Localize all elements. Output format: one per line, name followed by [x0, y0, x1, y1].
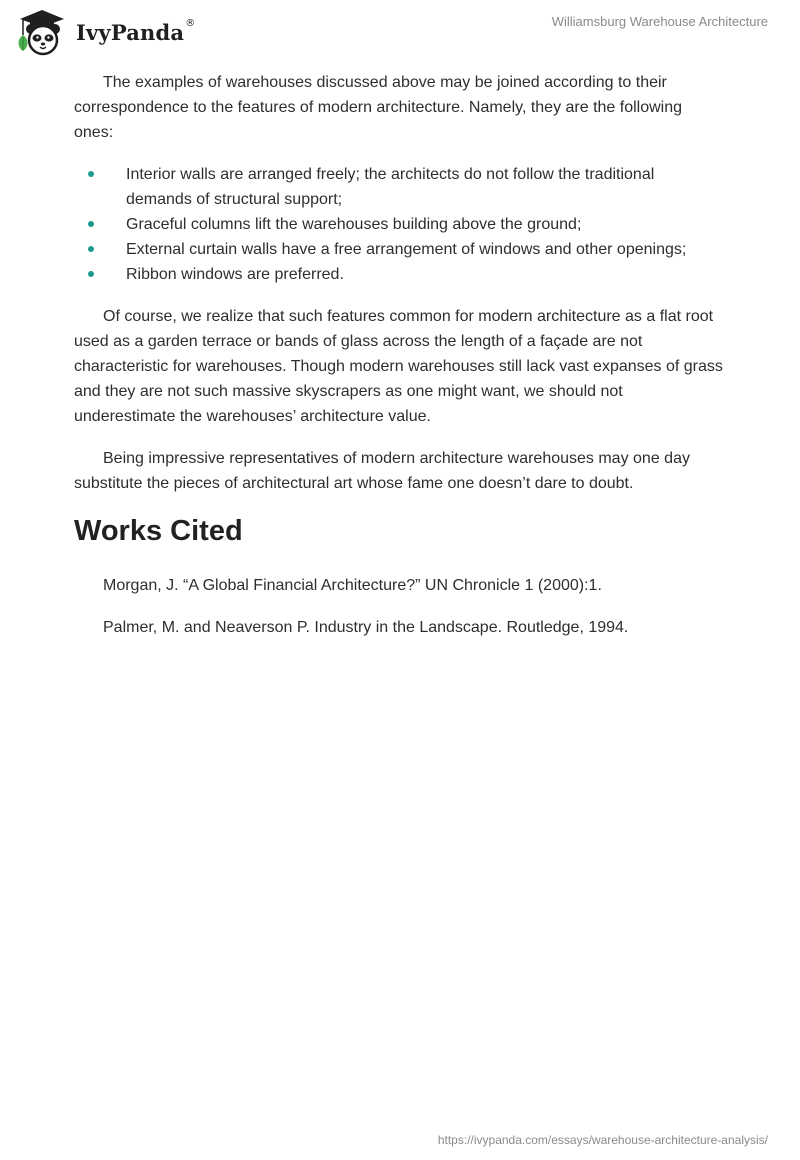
essay-content: [74, 70, 724, 657]
works-cited-heading: Works Cited: [74, 515, 243, 547]
running-title: Williamsburg Warehouse Architecture: [551, 14, 768, 29]
source-url-link[interactable]: https://ivypanda.com/essays/warehouse-architecture-analysis/: [437, 1133, 768, 1147]
paragraph-features-discussion: Of course, we realize that such features common for modern architecture as a flat root used as a garden terrace or bands of glass across the length of a façade are not characteristic for warehouses. Though modern warehouses still lack vast expanses of grass and they are not such massive skyscrapers as one might want, we should not underestimate the warehouses’ architecture value.: [74, 308, 723, 425]
list-item-text: Graceful columns lift the warehouses building above the ground;: [126, 216, 582, 233]
list-item: [74, 212, 724, 237]
panda-graduate-icon: [14, 7, 70, 57]
list-item: [74, 262, 724, 287]
bullet-icon: [88, 271, 94, 277]
features-list: [74, 162, 724, 287]
list-item-text: External curtain walls have a free arrangement of windows and other openings;: [126, 241, 687, 258]
ivypanda-logo[interactable]: [14, 6, 195, 58]
paragraph-conclusion: Being impressive representatives of modern architecture warehouses may one day substitute the pieces of architectural art whose fame one doesn’t dare to doubt.: [74, 450, 690, 492]
bullet-icon: [88, 171, 94, 177]
list-item: [74, 237, 724, 262]
page-header: [0, 0, 800, 70]
paragraph-intro: The examples of warehouses discussed above may be joined according to their correspondence to the features of modern architecture. Namely, they are the following ones:: [74, 74, 683, 141]
reference-item: Morgan, J. “A Global Financial Architecture?” UN Chronicle 1 (2000):1.: [103, 577, 602, 594]
bullet-icon: [88, 246, 94, 252]
list-item-text: Ribbon windows are preferred.: [126, 266, 344, 283]
bullet-icon: [88, 221, 94, 227]
logo-registered-mark: ®: [185, 17, 196, 29]
list-item-text: Interior walls are arranged freely; the architects do not follow the traditional demands of structural support;: [126, 166, 655, 208]
reference-item: Palmer, M. and Neaverson P. Industry in the Landscape. Routledge, 1994.: [103, 619, 629, 636]
list-item: [74, 162, 724, 212]
logo-wordmark: IvyPanda: [76, 19, 185, 45]
